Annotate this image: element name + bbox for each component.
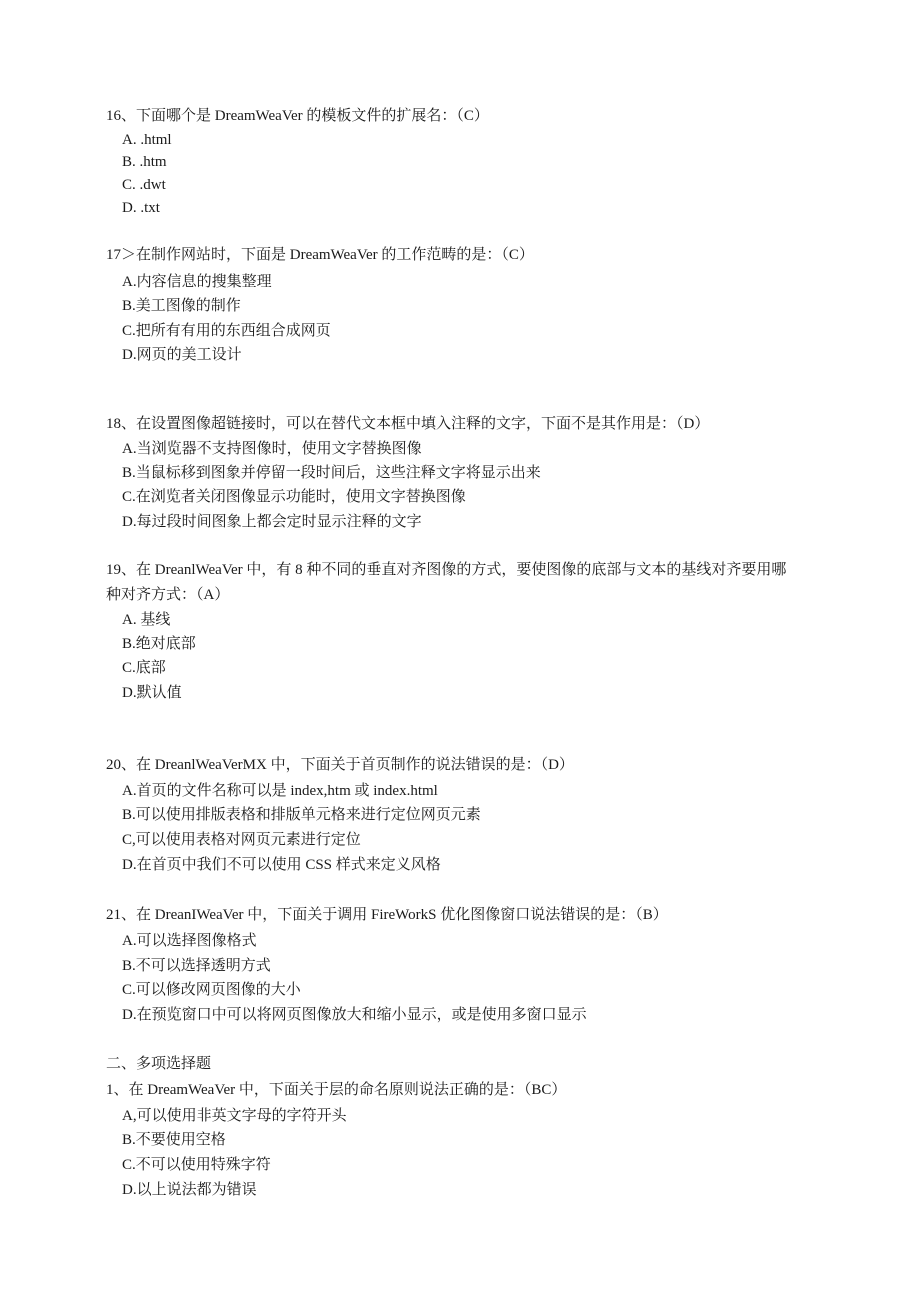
question-18-option-d: D.每过段时间图象上都会定时显示注释的文字 — [122, 514, 422, 530]
question-17-option-c: C.把所有有用的东西组合成网页 — [122, 323, 331, 339]
question-17-stem: 17＞在制作网站时，下面是 DreamWeaVer 的工作范畴的是：（C） — [106, 247, 534, 263]
question-16-option-d: D. .txt — [122, 200, 160, 216]
question-19-option-d: D.默认值 — [122, 685, 182, 701]
question-16-option-b: B. .htm — [122, 154, 167, 170]
question-17-option-a: A.内容信息的搜集整理 — [122, 274, 272, 290]
question-16-stem: 16、下面哪个是 DreamWeaVer 的模板文件的扩展名：（C） — [106, 108, 489, 124]
question-18-option-c: C.在浏览者关闭图像显示功能时，使用文字替换图像 — [122, 489, 466, 505]
question-16-option-c: C. .dwt — [122, 177, 166, 193]
multi-question-1-option-a: A,可以使用非英文字母的字符开头 — [122, 1108, 347, 1124]
question-21-stem: 21、在 DreanIWeaVer 中，下面关于调用 FireWorkS 优化图像窗口说法错误的是：（B） — [106, 907, 668, 923]
question-18-stem: 18、在设置图像超链接时，可以在替代文本框中填入注释的文字，下面不是其作用是：（D） — [106, 416, 710, 432]
multi-question-1-option-d: D.以上说法都为错误 — [122, 1182, 257, 1198]
question-19-stem: 19、在 DreanlWeaVer 中，有 8 种不同的垂直对齐图像的方式，要使图像的底部与文本的基线对齐要用哪 — [106, 562, 787, 578]
question-17-option-b: B.美工图像的制作 — [122, 298, 241, 314]
question-17-option-d: D.网页的美工设计 — [122, 347, 242, 363]
question-19-stem-continued: 种对齐方式：（A） — [106, 587, 230, 603]
question-21-option-c: C.可以修改网页图像的大小 — [122, 982, 301, 998]
section-2-heading: 二、多项选择题 — [106, 1056, 212, 1072]
question-19-option-c: C.底部 — [122, 660, 166, 676]
question-19-option-b: B.绝对底部 — [122, 636, 196, 652]
question-20-option-a: A.首页的文件名称可以是 index,htm 或 index.html — [122, 783, 438, 799]
multi-question-1-option-c: C.不可以使用特殊字符 — [122, 1157, 271, 1173]
question-18-option-a: A.当浏览器不支持图像时，使用文字替换图像 — [122, 441, 422, 457]
question-20-option-b: B.可以使用排版表格和排版单元格来进行定位网页元素 — [122, 807, 481, 823]
question-20-option-c: C,可以使用表格对网页元素进行定位 — [122, 832, 361, 848]
question-19-option-a: A. 基线 — [122, 612, 171, 628]
multi-question-1-option-b: B.不要使用空格 — [122, 1132, 226, 1148]
question-18-option-b: B.当鼠标移到图象并停留一段时间后，这些注释文字将显示出来 — [122, 465, 541, 481]
multi-question-1-stem: 1、在 DreamWeaVer 中，下面关于层的命名原则说法正确的是：（BC） — [106, 1082, 567, 1098]
question-21-option-d: D.在预览窗口中可以将网页图像放大和缩小显示，或是使用多窗口显示 — [122, 1007, 587, 1023]
question-21-option-b: B.不可以选择透明方式 — [122, 958, 271, 974]
question-20-stem: 20、在 DreanlWeaVerMX 中，下面关于首页制作的说法错误的是：（D） — [106, 757, 574, 773]
question-21-option-a: A.可以选择图像格式 — [122, 933, 257, 949]
question-16-option-a: A. .html — [122, 132, 172, 148]
question-20-option-d: D.在首页中我们不可以使用 CSS 样式来定义风格 — [122, 857, 441, 873]
